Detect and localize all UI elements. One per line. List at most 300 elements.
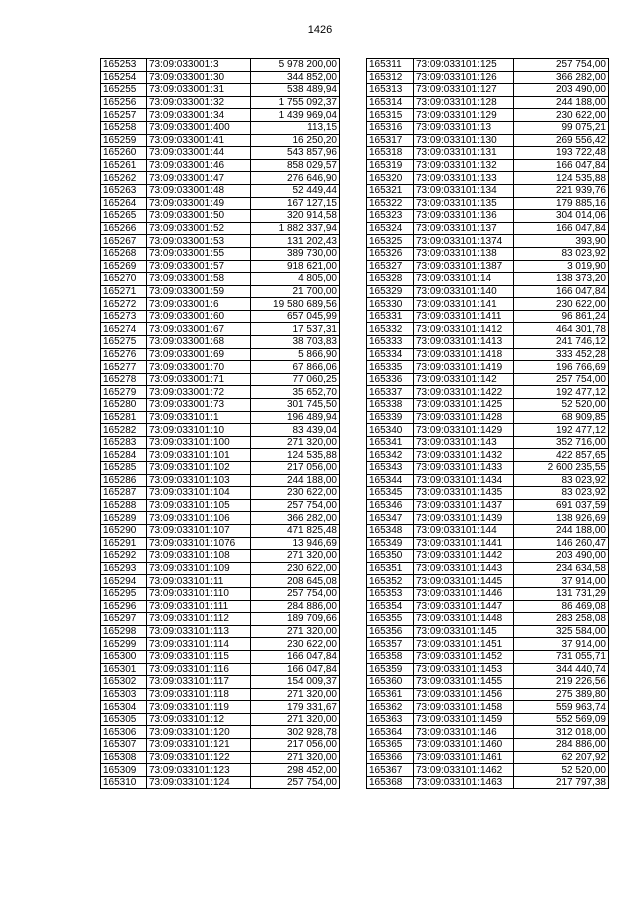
row-number: 165346 — [367, 499, 414, 512]
table-row — [101, 600, 340, 613]
row-number: 165316 — [367, 121, 414, 134]
row-number: 165317 — [367, 134, 414, 147]
cadastral-value: 271 320,00 — [251, 713, 340, 726]
row-number: 165290 — [101, 524, 147, 537]
row-number: 165273 — [101, 310, 147, 323]
row-number: 165338 — [367, 399, 414, 412]
row-number: 165348 — [367, 524, 414, 537]
cadastral-number: 73:09:033001:400 — [147, 121, 251, 134]
cadastral-value: 230 622,00 — [251, 487, 340, 500]
table-row — [367, 235, 609, 248]
table-row — [367, 361, 609, 374]
table-row — [367, 184, 609, 197]
cadastral-number: 73:09:033101:1434 — [414, 474, 514, 487]
cadastral-value: 543 857,96 — [251, 147, 340, 160]
cadastral-value: 244 188,00 — [514, 96, 609, 109]
cadastral-number: 73:09:033001:53 — [147, 235, 251, 248]
cadastral-number: 73:09:033101:129 — [414, 109, 514, 122]
row-number: 165298 — [101, 625, 147, 638]
cadastral-value: 1 755 092,37 — [251, 96, 340, 109]
row-number: 165342 — [367, 449, 414, 462]
cadastral-number: 73:09:033001:6 — [147, 298, 251, 311]
table-row — [101, 562, 340, 575]
cadastral-number: 73:09:033001:30 — [147, 71, 251, 84]
table-row — [101, 537, 340, 550]
table-row — [367, 575, 609, 588]
cadastral-value: 203 490,00 — [514, 550, 609, 563]
row-number: 165264 — [101, 197, 147, 210]
table-row — [101, 575, 340, 588]
cadastral-value: 138 926,69 — [514, 512, 609, 525]
cadastral-value: 304 014,06 — [514, 210, 609, 223]
cadastral-value: 203 490,00 — [514, 84, 609, 97]
table-row — [101, 399, 340, 412]
table-row — [367, 336, 609, 349]
cadastral-number: 73:09:033101:122 — [147, 751, 251, 764]
table-row — [367, 71, 609, 84]
row-number: 165309 — [101, 764, 147, 777]
row-number: 165288 — [101, 499, 147, 512]
row-number: 165258 — [101, 121, 147, 134]
cadastral-number: 73:09:033001:57 — [147, 260, 251, 273]
cadastral-value: 146 260,47 — [514, 537, 609, 550]
cadastral-number: 73:09:033101:134 — [414, 184, 514, 197]
cadastral-number: 73:09:033101:106 — [147, 512, 251, 525]
cadastral-number: 73:09:033101:1428 — [414, 411, 514, 424]
cadastral-number: 73:09:033001:52 — [147, 222, 251, 235]
table-row — [367, 298, 609, 311]
table-row — [367, 449, 609, 462]
table-row — [101, 59, 340, 72]
cadastral-number: 73:09:033101:10 — [147, 424, 251, 437]
cadastral-value: 269 556,42 — [514, 134, 609, 147]
cadastral-value: 131 202,43 — [251, 235, 340, 248]
cadastral-number: 73:09:033101:1460 — [414, 739, 514, 752]
cadastral-value: 366 282,00 — [251, 512, 340, 525]
cadastral-value: 271 320,00 — [251, 688, 340, 701]
cadastral-number: 73:09:033101:1442 — [414, 550, 514, 563]
cadastral-value: 464 301,78 — [514, 323, 609, 336]
cadastral-value: 37 914,00 — [514, 638, 609, 651]
cadastral-number: 73:09:033101:133 — [414, 172, 514, 185]
row-number: 165296 — [101, 600, 147, 613]
table-row — [101, 109, 340, 122]
cadastral-value: 344 440,74 — [514, 663, 609, 676]
cadastral-value: 284 886,00 — [514, 739, 609, 752]
cadastral-number: 73:09:033101:145 — [414, 625, 514, 638]
cadastral-value: 4 805,00 — [251, 273, 340, 286]
cadastral-number: 73:09:033101:1452 — [414, 650, 514, 663]
table-row — [101, 222, 340, 235]
cadastral-value: 471 825,48 — [251, 524, 340, 537]
cadastral-number: 73:09:033101:138 — [414, 247, 514, 260]
cadastral-value: 96 861,24 — [514, 310, 609, 323]
table-row — [101, 701, 340, 714]
row-number: 165356 — [367, 625, 414, 638]
row-number: 165357 — [367, 638, 414, 651]
cadastral-value: 302 928,78 — [251, 726, 340, 739]
cadastral-number: 73:09:033001:48 — [147, 184, 251, 197]
row-number: 165255 — [101, 84, 147, 97]
cadastral-value: 3 019,90 — [514, 260, 609, 273]
row-number: 165314 — [367, 96, 414, 109]
cadastral-value: 219 226,56 — [514, 676, 609, 689]
cadastral-number: 73:09:033101:1463 — [414, 776, 514, 789]
cadastral-value: 244 188,00 — [514, 524, 609, 537]
row-number: 165365 — [367, 739, 414, 752]
row-number: 165350 — [367, 550, 414, 563]
cadastral-value: 192 477,12 — [514, 386, 609, 399]
row-number: 165261 — [101, 159, 147, 172]
cadastral-number: 73:09:033001:31 — [147, 84, 251, 97]
table-row — [367, 222, 609, 235]
cadastral-value: 257 754,00 — [514, 373, 609, 386]
row-number: 165266 — [101, 222, 147, 235]
row-number: 165367 — [367, 764, 414, 777]
cadastral-number: 73:09:033001:46 — [147, 159, 251, 172]
cadastral-value: 257 754,00 — [251, 499, 340, 512]
cadastral-number: 73:09:033101:140 — [414, 285, 514, 298]
cadastral-number: 73:09:033101:130 — [414, 134, 514, 147]
table-row — [101, 726, 340, 739]
table-row — [367, 625, 609, 638]
cadastral-value: 16 250,20 — [251, 134, 340, 147]
row-number: 165270 — [101, 273, 147, 286]
table-row — [367, 524, 609, 537]
cadastral-number: 73:09:033101:101 — [147, 449, 251, 462]
row-number: 165267 — [101, 235, 147, 248]
table-row — [101, 751, 340, 764]
cadastral-number: 73:09:033101:1374 — [414, 235, 514, 248]
cadastral-value: 298 452,00 — [251, 764, 340, 777]
cadastral-value: 271 320,00 — [251, 436, 340, 449]
cadastral-value: 858 029,57 — [251, 159, 340, 172]
cadastral-number: 73:09:033101:14 — [414, 273, 514, 286]
row-number: 165329 — [367, 285, 414, 298]
row-number: 165312 — [367, 71, 414, 84]
row-number: 165328 — [367, 273, 414, 286]
cadastral-number: 73:09:033101:1411 — [414, 310, 514, 323]
row-number: 165366 — [367, 751, 414, 764]
cadastral-value: 657 045,99 — [251, 310, 340, 323]
cadastral-value: 193 722,48 — [514, 147, 609, 160]
cadastral-number: 73:09:033101:115 — [147, 650, 251, 663]
cadastral-value: 230 622,00 — [514, 109, 609, 122]
table-row — [101, 524, 340, 537]
row-number: 165345 — [367, 487, 414, 500]
table-row — [367, 499, 609, 512]
cadastral-number: 73:09:033101:1453 — [414, 663, 514, 676]
table-row — [101, 147, 340, 160]
cadastral-number: 73:09:033101:1461 — [414, 751, 514, 764]
row-number: 165271 — [101, 285, 147, 298]
cadastral-value: 35 652,70 — [251, 386, 340, 399]
row-number: 165323 — [367, 210, 414, 223]
row-number: 165337 — [367, 386, 414, 399]
row-number: 165344 — [367, 474, 414, 487]
cadastral-value: 691 037,59 — [514, 499, 609, 512]
cadastral-value: 179 331,67 — [251, 701, 340, 714]
cadastral-number: 73:09:033101:146 — [414, 726, 514, 739]
cadastral-value: 62 207,92 — [514, 751, 609, 764]
row-number: 165310 — [101, 776, 147, 789]
cadastral-value: 52 449,44 — [251, 184, 340, 197]
row-number: 165280 — [101, 399, 147, 412]
cadastral-value: 538 489,94 — [251, 84, 340, 97]
row-number: 165274 — [101, 323, 147, 336]
cadastral-number: 73:09:033101:1441 — [414, 537, 514, 550]
row-number: 165253 — [101, 59, 147, 72]
cadastral-value: 83 023,92 — [514, 487, 609, 500]
cadastral-value: 320 914,58 — [251, 210, 340, 223]
cadastral-value: 52 520,00 — [514, 764, 609, 777]
table-row — [367, 638, 609, 651]
cadastral-value: 257 754,00 — [251, 776, 340, 789]
table-row — [367, 562, 609, 575]
cadastral-number: 73:09:033101:119 — [147, 701, 251, 714]
cadastral-number: 73:09:033101:1429 — [414, 424, 514, 437]
cadastral-value: 166 047,84 — [514, 285, 609, 298]
row-number: 165269 — [101, 260, 147, 273]
cadastral-value: 230 622,00 — [251, 638, 340, 651]
row-number: 165335 — [367, 361, 414, 374]
cadastral-number: 73:09:033101:107 — [147, 524, 251, 537]
row-number: 165336 — [367, 373, 414, 386]
cadastral-number: 73:09:033101:1447 — [414, 600, 514, 613]
table-row — [367, 713, 609, 726]
table-row — [101, 247, 340, 260]
row-number: 165340 — [367, 424, 414, 437]
cadastral-number: 73:09:033101:1422 — [414, 386, 514, 399]
cadastral-number: 73:09:033001:55 — [147, 247, 251, 260]
cadastral-number: 73:09:033001:60 — [147, 310, 251, 323]
cadastral-number: 73:09:033101:1443 — [414, 562, 514, 575]
cadastral-value: 77 060,25 — [251, 373, 340, 386]
cadastral-value: 366 282,00 — [514, 71, 609, 84]
row-number: 165282 — [101, 424, 147, 437]
cadastral-number: 73:09:033101:144 — [414, 524, 514, 537]
cadastral-value: 283 258,08 — [514, 613, 609, 626]
cadastral-value: 257 754,00 — [251, 587, 340, 600]
row-number: 165360 — [367, 676, 414, 689]
table-row — [367, 399, 609, 412]
cadastral-number: 73:09:033001:32 — [147, 96, 251, 109]
cadastral-number: 73:09:033101:142 — [414, 373, 514, 386]
row-number: 165325 — [367, 235, 414, 248]
table-row — [101, 713, 340, 726]
row-number: 165281 — [101, 411, 147, 424]
row-number: 165254 — [101, 71, 147, 84]
table-row — [367, 273, 609, 286]
row-number: 165284 — [101, 449, 147, 462]
cadastral-number: 73:09:033101:1387 — [414, 260, 514, 273]
cadastral-value: 5 978 200,00 — [251, 59, 340, 72]
cadastral-value: 17 537,31 — [251, 323, 340, 336]
cadastral-value: 731 055,71 — [514, 650, 609, 663]
cadastral-value: 918 621,00 — [251, 260, 340, 273]
table-row — [367, 109, 609, 122]
row-number: 165301 — [101, 663, 147, 676]
cadastral-value: 244 188,00 — [251, 474, 340, 487]
cadastral-value: 124 535,88 — [251, 449, 340, 462]
cadastral-number: 73:09:033001:50 — [147, 210, 251, 223]
cadastral-number: 73:09:033101:12 — [147, 713, 251, 726]
cadastral-number: 73:09:033001:73 — [147, 399, 251, 412]
cadastral-value: 189 709,66 — [251, 613, 340, 626]
row-number: 165260 — [101, 147, 147, 160]
row-number: 165265 — [101, 210, 147, 223]
cadastral-number: 73:09:033101:1412 — [414, 323, 514, 336]
row-number: 165353 — [367, 587, 414, 600]
cadastral-value: 179 885,16 — [514, 197, 609, 210]
table-row — [101, 764, 340, 777]
cadastral-number: 73:09:033101:103 — [147, 474, 251, 487]
cadastral-number: 73:09:033101:100 — [147, 436, 251, 449]
row-number: 165293 — [101, 562, 147, 575]
table-row — [101, 134, 340, 147]
cadastral-number: 73:09:033101:105 — [147, 499, 251, 512]
cadastral-number: 73:09:033101:121 — [147, 739, 251, 752]
table-row — [101, 625, 340, 638]
cadastral-value: 19 580 689,56 — [251, 298, 340, 311]
table-row — [367, 650, 609, 663]
row-number: 165276 — [101, 348, 147, 361]
cadastral-number: 73:09:033101:1458 — [414, 701, 514, 714]
cadastral-value: 230 622,00 — [514, 298, 609, 311]
table-row — [367, 688, 609, 701]
row-number: 165324 — [367, 222, 414, 235]
table-row — [101, 336, 340, 349]
cadastral-number: 73:09:033101:1 — [147, 411, 251, 424]
cadastral-number: 73:09:033101:111 — [147, 600, 251, 613]
row-number: 165256 — [101, 96, 147, 109]
table-row — [101, 449, 340, 462]
cadastral-number: 73:09:033101:116 — [147, 663, 251, 676]
cadastral-number: 73:09:033101:141 — [414, 298, 514, 311]
cadastral-number: 73:09:033001:71 — [147, 373, 251, 386]
table-row — [101, 462, 340, 475]
row-number: 165322 — [367, 197, 414, 210]
row-number: 165303 — [101, 688, 147, 701]
cadastral-value: 2 600 235,55 — [514, 462, 609, 475]
cadastral-value: 352 716,00 — [514, 436, 609, 449]
cadastral-value: 166 047,84 — [251, 663, 340, 676]
cadastral-value: 301 745,50 — [251, 399, 340, 412]
table-row — [367, 676, 609, 689]
row-number: 165287 — [101, 487, 147, 500]
cadastral-number: 73:09:033101:137 — [414, 222, 514, 235]
cadastral-value: 312 018,00 — [514, 726, 609, 739]
cadastral-value: 166 047,84 — [251, 650, 340, 663]
table-row — [367, 373, 609, 386]
table-row — [367, 701, 609, 714]
table-row — [101, 638, 340, 651]
cadastral-number: 73:09:033101:1432 — [414, 449, 514, 462]
cadastral-value: 276 646,90 — [251, 172, 340, 185]
table-row — [367, 739, 609, 752]
table-row — [367, 84, 609, 97]
cadastral-number: 73:09:033101:1413 — [414, 336, 514, 349]
row-number: 165349 — [367, 537, 414, 550]
table-row — [367, 537, 609, 550]
cadastral-number: 73:09:033101:1433 — [414, 462, 514, 475]
cadastral-value: 257 754,00 — [514, 59, 609, 72]
row-number: 165333 — [367, 336, 414, 349]
row-number: 165268 — [101, 247, 147, 260]
row-number: 165327 — [367, 260, 414, 273]
row-number: 165295 — [101, 587, 147, 600]
row-number: 165339 — [367, 411, 414, 424]
cadastral-value: 131 731,29 — [514, 587, 609, 600]
cadastral-number: 73:09:033101:1419 — [414, 361, 514, 374]
cadastral-value: 221 939,76 — [514, 184, 609, 197]
row-number: 165279 — [101, 386, 147, 399]
cadastral-value: 196 489,94 — [251, 411, 340, 424]
cadastral-value: 208 645,08 — [251, 575, 340, 588]
table-row — [367, 121, 609, 134]
table-row — [367, 310, 609, 323]
cadastral-number: 73:09:033101:1435 — [414, 487, 514, 500]
table-row — [101, 613, 340, 626]
table-row — [367, 411, 609, 424]
row-number: 165302 — [101, 676, 147, 689]
row-number: 165263 — [101, 184, 147, 197]
table-row — [101, 96, 340, 109]
table-row — [101, 688, 340, 701]
row-number: 165299 — [101, 638, 147, 651]
cadastral-value: 83 023,92 — [514, 474, 609, 487]
cadastral-number: 73:09:033001:69 — [147, 348, 251, 361]
cadastral-value: 83 439,04 — [251, 424, 340, 437]
table-row — [367, 462, 609, 475]
cadastral-number: 73:09:033101:1439 — [414, 512, 514, 525]
table-row — [367, 210, 609, 223]
row-number: 165272 — [101, 298, 147, 311]
table-row — [367, 474, 609, 487]
row-number: 165275 — [101, 336, 147, 349]
table-row — [101, 776, 340, 789]
row-number: 165257 — [101, 109, 147, 122]
cadastral-number: 73:09:033001:68 — [147, 336, 251, 349]
row-number: 165289 — [101, 512, 147, 525]
cadastral-number: 73:09:033101:128 — [414, 96, 514, 109]
cadastral-value: 166 047,84 — [514, 222, 609, 235]
cadastral-number: 73:09:033101:125 — [414, 59, 514, 72]
row-number: 165362 — [367, 701, 414, 714]
cadastral-number: 73:09:033001:47 — [147, 172, 251, 185]
cadastral-value: 393,90 — [514, 235, 609, 248]
cadastral-value: 389 730,00 — [251, 247, 340, 260]
cadastral-value: 217 797,38 — [514, 776, 609, 789]
cadastral-number: 73:09:033101:108 — [147, 550, 251, 563]
cadastral-value: 67 866,06 — [251, 361, 340, 374]
table-row — [367, 59, 609, 72]
table-row — [101, 298, 340, 311]
row-number: 165358 — [367, 650, 414, 663]
row-number: 165319 — [367, 159, 414, 172]
cadastral-number: 73:09:033101:1418 — [414, 348, 514, 361]
cadastral-value: 1 439 969,04 — [251, 109, 340, 122]
table-row — [101, 739, 340, 752]
table-row — [101, 348, 340, 361]
cadastral-number: 73:09:033001:41 — [147, 134, 251, 147]
table-row — [367, 613, 609, 626]
table-row — [367, 512, 609, 525]
cadastral-value: 138 373,20 — [514, 273, 609, 286]
cadastral-value: 271 320,00 — [251, 751, 340, 764]
row-number: 165318 — [367, 147, 414, 160]
cadastral-number: 73:09:033001:3 — [147, 59, 251, 72]
